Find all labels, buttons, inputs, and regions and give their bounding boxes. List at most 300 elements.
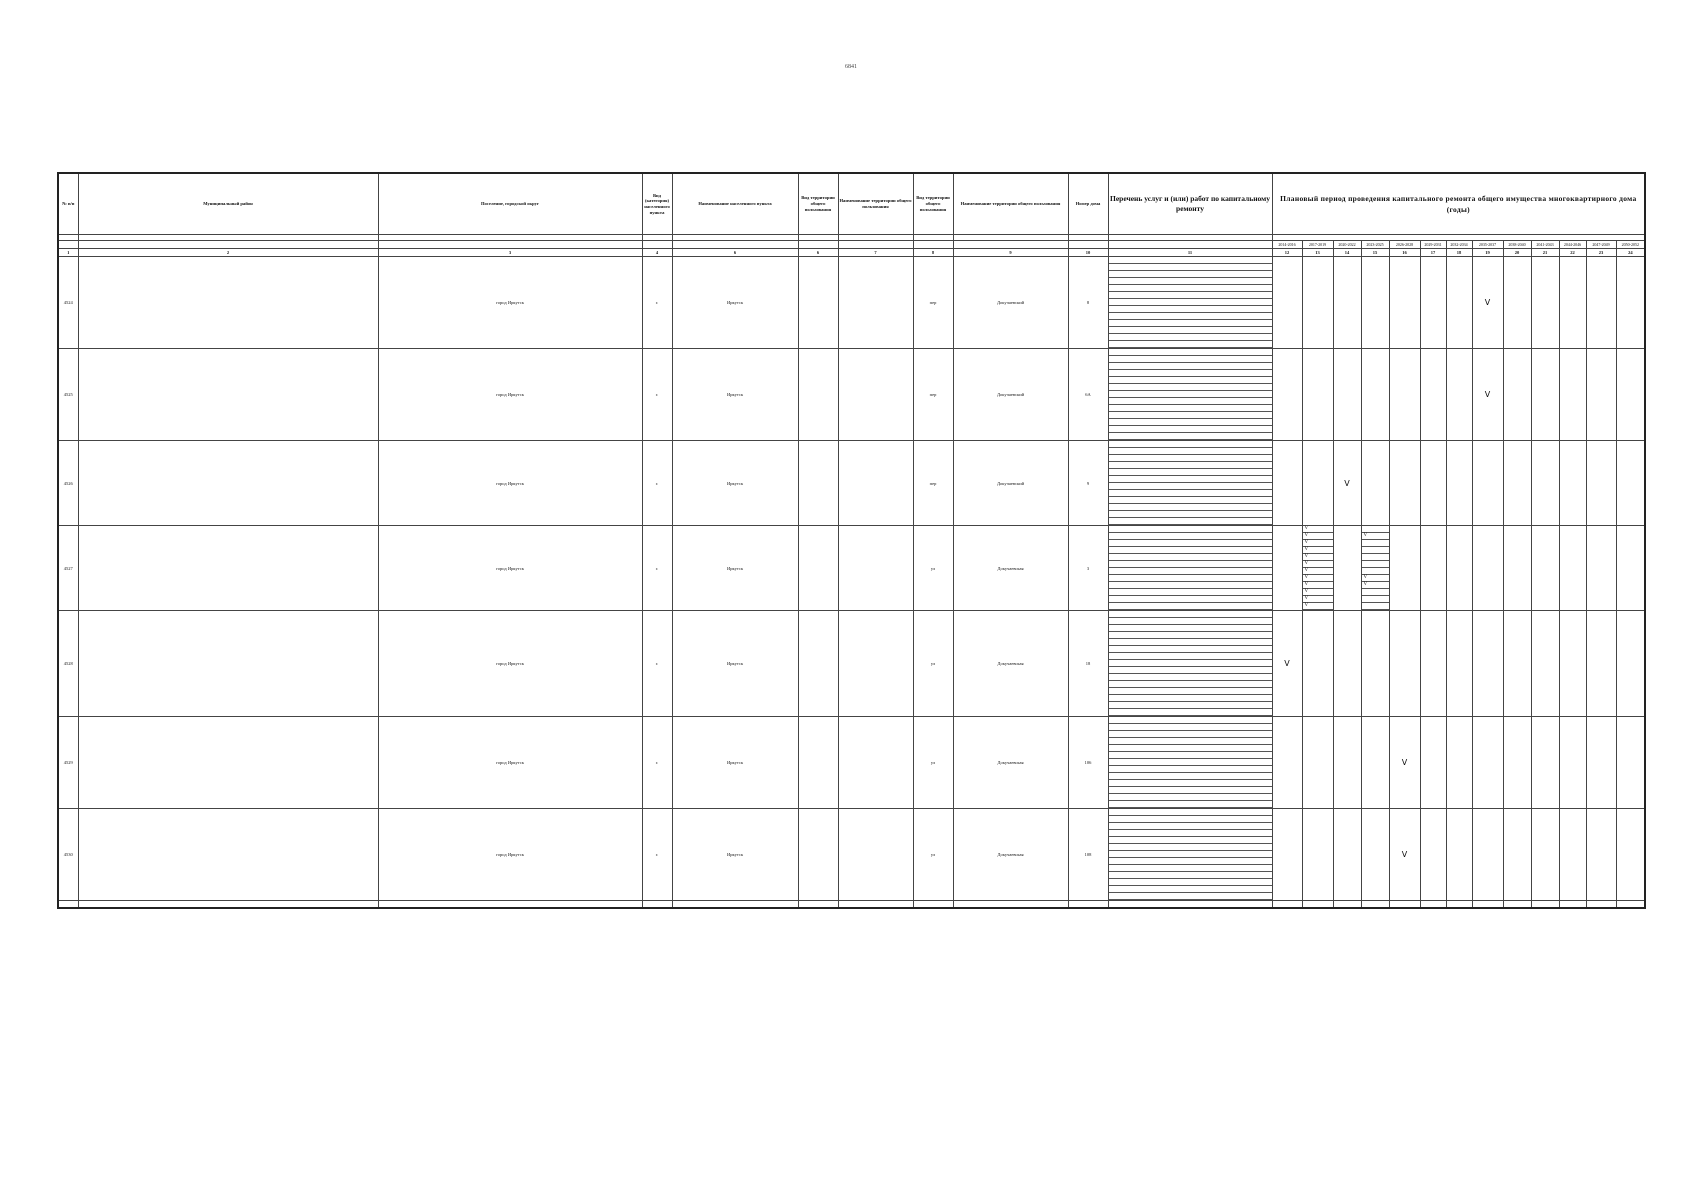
header-settlement-type: Вид (категория) населенного пункта [642, 173, 672, 235]
house-number-cell: 3 [1068, 526, 1108, 611]
period-cell [1420, 717, 1446, 809]
table-row [58, 257, 1645, 349]
settlement-name-cell: Иркутск [672, 717, 798, 809]
work-item-line [1109, 879, 1272, 886]
period-cell [1472, 717, 1503, 809]
period-cell [1389, 526, 1420, 611]
period-mark-line: V [1362, 533, 1389, 540]
period-cell [1420, 526, 1446, 611]
work-item-line [1109, 257, 1272, 264]
territory-name-cell [838, 809, 913, 901]
work-item-line [1109, 851, 1272, 858]
table-body [58, 257, 1645, 909]
period-mark: V [1401, 758, 1408, 767]
period-cell [1586, 349, 1616, 441]
period-cell [1389, 257, 1420, 349]
column-number: 4 [642, 249, 672, 257]
header-house-num: Номер дома [1068, 173, 1108, 235]
period-mark: V [1484, 298, 1491, 307]
column-number: 22 [1559, 249, 1586, 257]
period-mark-line: V [1303, 582, 1333, 589]
work-item-line [1109, 526, 1272, 533]
partial-cell [672, 901, 798, 909]
settlement-type-cell: г. [642, 809, 672, 901]
work-item-line [1109, 476, 1272, 483]
work-item-line [1109, 554, 1272, 561]
work-item-line [1109, 844, 1272, 851]
period-cell [1361, 611, 1389, 717]
header-settlement: Поселение, городской округ [378, 173, 642, 235]
year-cell: 2041-2043 [1531, 241, 1559, 249]
period-cell [1302, 717, 1333, 809]
period-cell [1302, 526, 1333, 611]
year-cell: 2017-2019 [1302, 241, 1333, 249]
period-cell [1503, 441, 1531, 526]
street-name-cell: Докучаевский [953, 257, 1068, 349]
territory-type-cell [798, 717, 838, 809]
period-cell [1361, 257, 1389, 349]
work-item-line [1109, 504, 1272, 511]
period-cell [1531, 611, 1559, 717]
partial-cell [1302, 901, 1333, 909]
period-mark-line: V [1303, 561, 1333, 568]
street-type-cell: пер [913, 349, 953, 441]
work-item-line [1109, 709, 1272, 716]
work-item-line [1109, 561, 1272, 568]
period-cell [1586, 611, 1616, 717]
settlement-type-cell: г. [642, 441, 672, 526]
period-mark-line: V [1303, 596, 1333, 603]
column-number: 12 [1272, 249, 1302, 257]
period-cell [1302, 349, 1333, 441]
year-cell: 2029-2031 [1420, 241, 1446, 249]
period-mark-line: V [1303, 575, 1333, 582]
street-name-cell: Докучаевская [953, 526, 1068, 611]
period-mark-line: V [1303, 603, 1333, 610]
settlement-type-cell: г. [642, 526, 672, 611]
period-cell [1559, 526, 1586, 611]
work-item-line [1109, 419, 1272, 426]
period-cell [1446, 611, 1472, 717]
work-item-line [1109, 327, 1272, 334]
column-number: 1 [58, 249, 78, 257]
work-item-line [1109, 646, 1272, 653]
settlement-cell: город Иркутск [378, 441, 642, 526]
partial-cell [1616, 901, 1645, 909]
works-list-cell [1108, 257, 1272, 349]
period-cell [1616, 809, 1645, 901]
work-item-line [1109, 320, 1272, 327]
period-cell [1531, 717, 1559, 809]
street-type-cell: ул [913, 526, 953, 611]
work-item-line [1109, 349, 1272, 356]
column-numbers-row [58, 249, 1645, 257]
period-cell [1472, 526, 1503, 611]
period-mark-line [1362, 540, 1389, 547]
column-number: 23 [1586, 249, 1616, 257]
column-number: 24 [1616, 249, 1645, 257]
work-item-line [1109, 639, 1272, 646]
period-cell [1446, 526, 1472, 611]
partial-cell [1586, 901, 1616, 909]
territory-type-cell [798, 809, 838, 901]
work-item-line [1109, 809, 1272, 816]
period-mark-line: V [1303, 589, 1333, 596]
territory-type-cell [798, 257, 838, 349]
work-item-line [1109, 462, 1272, 469]
period-cell [1389, 809, 1420, 901]
work-item-line [1109, 766, 1272, 773]
row-number: 4526 [58, 441, 78, 526]
period-mark-line [1362, 554, 1389, 561]
period-cell [1420, 349, 1446, 441]
work-item-line [1109, 334, 1272, 341]
period-cell [1389, 441, 1420, 526]
work-item-line [1109, 405, 1272, 412]
year-cell: 2014-2016 [1272, 241, 1302, 249]
period-mark-line: V [1303, 547, 1333, 554]
partial-cell [1272, 901, 1302, 909]
year-cell: 2044-2046 [1559, 241, 1586, 249]
work-item-line [1109, 313, 1272, 320]
period-mark-line [1362, 589, 1389, 596]
work-item-line [1109, 745, 1272, 752]
column-number: 19 [1472, 249, 1503, 257]
partial-cell [1472, 901, 1503, 909]
partial-cell [1068, 901, 1108, 909]
period-mark-line [1362, 561, 1389, 568]
header-municipal: Муниципальный район [78, 173, 378, 235]
settlement-type-cell: г. [642, 717, 672, 809]
period-cell [1272, 349, 1302, 441]
period-cell [1446, 441, 1472, 526]
column-number: 16 [1389, 249, 1420, 257]
period-cell [1446, 257, 1472, 349]
partial-cell [798, 901, 838, 909]
work-item-line [1109, 341, 1272, 348]
period-cell [1389, 349, 1420, 441]
work-item-line [1109, 773, 1272, 780]
year-cell: 2038-2040 [1503, 241, 1531, 249]
work-item-line [1109, 483, 1272, 490]
work-item-line [1109, 618, 1272, 625]
territory-name-cell [838, 526, 913, 611]
work-item-line [1109, 377, 1272, 384]
settlement-cell: город Иркутск [378, 526, 642, 611]
period-cell [1531, 809, 1559, 901]
partial-cell [1503, 901, 1531, 909]
period-cell [1586, 441, 1616, 526]
period-cell [1503, 526, 1531, 611]
column-number: 8 [913, 249, 953, 257]
period-mark: V [1401, 850, 1408, 859]
work-item-line [1109, 724, 1272, 731]
partial-cell [1420, 901, 1446, 909]
street-type-cell: ул [913, 809, 953, 901]
work-item-line [1109, 497, 1272, 504]
work-item-line [1109, 511, 1272, 518]
settlement-name-cell: Иркутск [672, 809, 798, 901]
year-cell: 2035-2037 [1472, 241, 1503, 249]
settlement-cell: город Иркутск [378, 349, 642, 441]
work-item-line [1109, 271, 1272, 278]
period-cell [1333, 349, 1361, 441]
street-type-cell: пер [913, 441, 953, 526]
period-cell [1503, 717, 1531, 809]
work-item-line [1109, 731, 1272, 738]
period-cell [1503, 611, 1531, 717]
house-number-cell: 108 [1068, 809, 1108, 901]
work-item-line [1109, 391, 1272, 398]
column-number: 9 [953, 249, 1068, 257]
house-number-cell: 6А [1068, 349, 1108, 441]
work-item-line [1109, 455, 1272, 462]
house-number-cell: 8 [1068, 257, 1108, 349]
row-number: 4527 [58, 526, 78, 611]
table-row [58, 611, 1645, 717]
period-cell [1333, 257, 1361, 349]
house-number-cell: 106 [1068, 717, 1108, 809]
works-list-cell [1108, 526, 1272, 611]
period-cell [1531, 526, 1559, 611]
work-item-line [1109, 575, 1272, 582]
period-mark-line [1362, 596, 1389, 603]
settlement-name-cell: Иркутск [672, 441, 798, 526]
partial-cell [78, 901, 378, 909]
row-number: 4530 [58, 809, 78, 901]
year-cell: 2032-2034 [1446, 241, 1472, 249]
street-name-cell: Докучаевский [953, 349, 1068, 441]
works-list-cell [1108, 349, 1272, 441]
territory-name-cell [838, 717, 913, 809]
work-item-line [1109, 787, 1272, 794]
period-mark: V [1484, 390, 1491, 399]
period-cell [1616, 717, 1645, 809]
period-cell [1389, 611, 1420, 717]
period-cell [1302, 441, 1333, 526]
partial-cell [378, 901, 642, 909]
period-cell [1586, 526, 1616, 611]
period-cell [1472, 441, 1503, 526]
street-name-cell: Докучаевская [953, 809, 1068, 901]
row-number: 4529 [58, 717, 78, 809]
work-item-line [1109, 448, 1272, 455]
territory-type-cell [798, 611, 838, 717]
settlement-cell: город Иркутск [378, 809, 642, 901]
period-mark-line [1362, 568, 1389, 575]
work-item-line [1109, 886, 1272, 893]
territory-type-cell [798, 349, 838, 441]
partial-cell [642, 901, 672, 909]
settlement-cell: город Иркутск [378, 717, 642, 809]
column-number: 20 [1503, 249, 1531, 257]
period-cell [1389, 717, 1420, 809]
work-item-line [1109, 285, 1272, 292]
period-mark-line: V [1362, 582, 1389, 589]
period-cell [1446, 349, 1472, 441]
period-mark: V [1344, 478, 1350, 488]
period-cell [1272, 611, 1302, 717]
work-item-line [1109, 801, 1272, 808]
work-item-line [1109, 702, 1272, 709]
period-cell [1616, 349, 1645, 441]
row-number: 4524 [58, 257, 78, 349]
street-type-cell: пер [913, 257, 953, 349]
period-mark-line: V [1303, 554, 1333, 561]
period-cell [1361, 441, 1389, 526]
work-item-line [1109, 370, 1272, 377]
work-item-line [1109, 872, 1272, 879]
period-cell [1586, 257, 1616, 349]
municipal-cell [78, 349, 378, 441]
column-number: 6 [672, 249, 798, 257]
period-cell [1333, 611, 1361, 717]
work-item-line [1109, 625, 1272, 632]
header-num: № п/п [58, 173, 78, 235]
period-cell [1302, 257, 1333, 349]
period-mark-line: V [1303, 540, 1333, 547]
period-cell [1559, 349, 1586, 441]
period-cell [1361, 349, 1389, 441]
period-cell [1302, 809, 1333, 901]
work-item-line [1109, 695, 1272, 702]
period-cell [1361, 717, 1389, 809]
year-cell: 2026-2028 [1389, 241, 1420, 249]
period-mark-line: V [1303, 526, 1333, 533]
settlement-type-cell: г. [642, 257, 672, 349]
work-item-line [1109, 865, 1272, 872]
years-row [58, 241, 1645, 249]
column-number: 17 [1420, 249, 1446, 257]
work-item-line [1109, 540, 1272, 547]
work-item-line [1109, 533, 1272, 540]
period-cell [1616, 441, 1645, 526]
header-territory-name: Наименование территории общего пользования [838, 173, 913, 235]
partial-cell [913, 901, 953, 909]
header-street-name: Наименование территории общего пользования [953, 173, 1068, 235]
period-cell [1531, 257, 1559, 349]
settlement-name-cell: Иркутск [672, 257, 798, 349]
settlement-name-cell: Иркутск [672, 526, 798, 611]
period-cell [1559, 257, 1586, 349]
period-mark-line [1362, 547, 1389, 554]
street-name-cell: Докучаевский [953, 441, 1068, 526]
work-item-line [1109, 674, 1272, 681]
street-type-cell: ул [913, 717, 953, 809]
settlement-cell: город Иркутск [378, 611, 642, 717]
works-list-cell [1108, 809, 1272, 901]
partial-cell [1446, 901, 1472, 909]
period-cell [1559, 717, 1586, 809]
work-item-line [1109, 653, 1272, 660]
house-number-cell: 9 [1068, 441, 1108, 526]
column-number: 15 [1361, 249, 1389, 257]
period-cell [1472, 257, 1503, 349]
period-cell [1333, 526, 1361, 611]
table-row [58, 717, 1645, 809]
work-item-line [1109, 794, 1272, 801]
column-number: 2 [78, 249, 378, 257]
municipal-cell [78, 257, 378, 349]
period-cell [1531, 349, 1559, 441]
table-row-partial [58, 901, 1645, 909]
work-item-line [1109, 858, 1272, 865]
period-cell [1586, 809, 1616, 901]
work-item-line [1109, 518, 1272, 525]
period-cell [1272, 717, 1302, 809]
column-number: 10 [1068, 249, 1108, 257]
work-item-line [1109, 264, 1272, 271]
period-cell [1361, 526, 1389, 611]
municipal-cell [78, 611, 378, 717]
partial-cell [1361, 901, 1389, 909]
period-cell [1420, 611, 1446, 717]
work-item-line [1109, 780, 1272, 787]
territory-name-cell [838, 611, 913, 717]
table-row [58, 526, 1645, 611]
settlement-name-cell: Иркутск [672, 349, 798, 441]
partial-cell [1108, 901, 1272, 909]
column-number: 7 [838, 249, 913, 257]
work-item-line [1109, 363, 1272, 370]
header-territory-type: Вид территории общего пользования [798, 173, 838, 235]
column-number: 14 [1333, 249, 1361, 257]
work-item-line [1109, 632, 1272, 639]
work-item-line [1109, 759, 1272, 766]
work-item-line [1109, 611, 1272, 618]
work-item-line [1109, 589, 1272, 596]
period-mark-line [1362, 526, 1389, 533]
work-item-line [1109, 603, 1272, 610]
work-item-line [1109, 278, 1272, 285]
work-item-line [1109, 738, 1272, 745]
period-cell [1361, 809, 1389, 901]
year-cell: 2023-2025 [1361, 241, 1389, 249]
work-item-line [1109, 426, 1272, 433]
column-number: 3 [378, 249, 642, 257]
period-cell [1446, 809, 1472, 901]
row-number: 4528 [58, 611, 78, 717]
year-cell: 2047-2049 [1586, 241, 1616, 249]
period-mark-line: V [1303, 533, 1333, 540]
partial-cell [1531, 901, 1559, 909]
period-cell [1616, 611, 1645, 717]
partial-cell [838, 901, 913, 909]
period-cell [1302, 611, 1333, 717]
column-number: 6 [798, 249, 838, 257]
period-mark-line [1362, 603, 1389, 610]
work-item-line [1109, 816, 1272, 823]
page-number: 6841 [845, 64, 857, 70]
period-cell [1616, 257, 1645, 349]
territory-type-cell [798, 526, 838, 611]
municipal-cell [78, 717, 378, 809]
work-item-line [1109, 823, 1272, 830]
work-item-line [1109, 568, 1272, 575]
year-cell: 2050-2052 [1616, 241, 1645, 249]
capital-repair-table [57, 172, 1646, 909]
municipal-cell [78, 526, 378, 611]
work-item-line [1109, 490, 1272, 497]
period-cell [1420, 257, 1446, 349]
work-item-line [1109, 356, 1272, 363]
partial-cell [1389, 901, 1420, 909]
period-cell [1472, 611, 1503, 717]
territory-name-cell [838, 349, 913, 441]
settlement-type-cell: г. [642, 349, 672, 441]
work-item-line [1109, 441, 1272, 448]
partial-cell [953, 901, 1068, 909]
